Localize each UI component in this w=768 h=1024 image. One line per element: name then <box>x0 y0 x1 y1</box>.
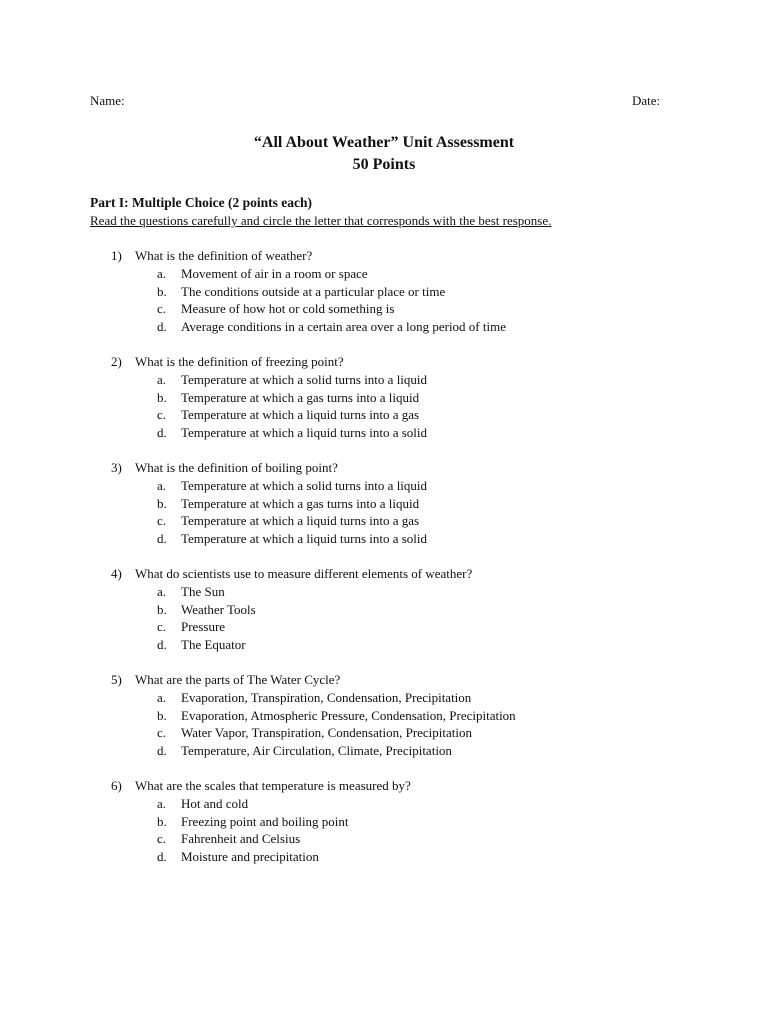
question-text <box>111 248 312 264</box>
question-text <box>111 778 411 794</box>
option-letter: d. <box>157 319 167 334</box>
answer-option <box>157 849 319 865</box>
question-2 <box>0 354 768 460</box>
option-text: Measure of how hot or cold something is <box>181 301 395 316</box>
option-letter: b. <box>157 390 167 405</box>
question-text <box>111 566 472 582</box>
option-letter: d. <box>157 637 167 652</box>
option-text: The Equator <box>181 637 246 652</box>
answer-option <box>157 602 256 618</box>
option-text: Temperature at which a liquid turns into a solid <box>181 531 428 546</box>
option-text: Temperature, Air Circulation, Climate, Precipitation <box>181 743 452 758</box>
answer-option <box>157 266 368 282</box>
answer-option <box>157 496 419 512</box>
answer-option <box>157 531 427 547</box>
option-letter: c. <box>157 301 167 316</box>
instructions: Read the questions carefully and circle the letter that corresponds with the best response. <box>90 213 552 228</box>
option-text: Weather Tools <box>181 602 256 617</box>
answer-option <box>157 637 246 653</box>
answer-option <box>157 390 419 406</box>
option-letter: b. <box>157 814 167 829</box>
answer-option <box>157 814 349 830</box>
question-number: 6) <box>111 778 122 793</box>
option-text: Hot and cold <box>181 796 249 811</box>
option-text: Fahrenheit and Celsius <box>181 831 301 846</box>
option-text: Temperature at which a gas turns into a liquid <box>181 496 420 511</box>
option-letter: d. <box>157 743 167 758</box>
question-number: 5) <box>111 672 122 687</box>
option-text: Evaporation, Transpiration, Condensation, Precipitation <box>181 690 472 705</box>
option-letter: c. <box>157 725 167 740</box>
option-letter: a. <box>157 690 167 705</box>
question-1 <box>0 248 768 354</box>
option-letter: b. <box>157 284 167 299</box>
option-text: Temperature at which a liquid turns into a gas <box>181 513 420 528</box>
page-title: “All About Weather” Unit Assessment <box>253 134 515 151</box>
option-text: The conditions outside at a particular place or time <box>181 284 446 299</box>
option-letter: a. <box>157 372 167 387</box>
answer-option <box>157 319 506 335</box>
question-prompt: What are the scales that temperature is measured by? <box>135 778 411 793</box>
question-4 <box>0 566 768 672</box>
option-letter: d. <box>157 849 167 864</box>
question-number: 1) <box>111 248 122 263</box>
option-letter: a. <box>157 478 167 493</box>
answer-option <box>157 301 394 317</box>
option-letter: a. <box>157 796 167 811</box>
option-text: Temperature at which a gas turns into a liquid <box>181 390 420 405</box>
option-text: Temperature at which a liquid turns into a gas <box>181 407 420 422</box>
option-letter: c. <box>157 513 167 528</box>
question-number: 4) <box>111 566 122 581</box>
answer-option <box>157 407 419 423</box>
option-letter: b. <box>157 708 167 723</box>
option-text: Average conditions in a certain area over a long period of time <box>181 319 506 334</box>
answer-option <box>157 619 225 635</box>
option-letter: d. <box>157 425 167 440</box>
answer-option <box>157 478 427 494</box>
option-letter: b. <box>157 496 167 511</box>
option-text: Temperature at which a solid turns into a liquid <box>181 372 428 387</box>
option-letter: d. <box>157 531 167 546</box>
answer-option <box>157 708 516 724</box>
option-text: The Sun <box>181 584 225 599</box>
question-prompt: What is the definition of weather? <box>135 248 313 263</box>
answer-option <box>157 425 427 441</box>
question-6 <box>0 778 768 884</box>
option-letter: a. <box>157 584 167 599</box>
question-prompt: What are the parts of The Water Cycle? <box>135 672 341 687</box>
option-text: Moisture and precipitation <box>181 849 319 864</box>
question-prompt: What do scientists use to measure different elements of weather? <box>135 566 473 581</box>
option-text: Temperature at which a solid turns into a liquid <box>181 478 428 493</box>
question-text <box>111 460 338 476</box>
question-3 <box>0 460 768 566</box>
option-text: Movement of air in a room or space <box>181 266 368 281</box>
answer-option <box>157 743 452 759</box>
answer-option <box>157 584 225 600</box>
question-list <box>0 248 768 884</box>
option-text: Temperature at which a liquid turns into a solid <box>181 425 428 440</box>
points-total: 50 Points <box>352 156 416 173</box>
question-prompt: What is the definition of boiling point? <box>135 460 338 475</box>
answer-option <box>157 725 472 741</box>
option-letter: a. <box>157 266 167 281</box>
option-text: Evaporation, Atmospheric Pressure, Condensation, Precipitation <box>181 708 516 723</box>
question-number: 3) <box>111 460 122 475</box>
section-heading-part-1: Part I: Multiple Choice (2 points each) <box>90 195 312 210</box>
question-5 <box>0 672 768 778</box>
answer-option <box>157 831 300 847</box>
answer-option <box>157 796 248 812</box>
answer-option <box>157 513 419 529</box>
option-text: Water Vapor, Transpiration, Condensation, Precipitation <box>181 725 473 740</box>
question-text <box>111 354 344 370</box>
answer-option <box>157 690 471 706</box>
question-number: 2) <box>111 354 122 369</box>
option-letter: c. <box>157 831 167 846</box>
option-text: Pressure <box>181 619 226 634</box>
question-text <box>111 672 340 688</box>
name-label: Name: <box>90 93 125 108</box>
answer-option <box>157 284 445 300</box>
option-letter: c. <box>157 619 167 634</box>
answer-option <box>157 372 427 388</box>
option-letter: b. <box>157 602 167 617</box>
option-text: Freezing point and boiling point <box>181 814 349 829</box>
question-prompt: What is the definition of freezing point? <box>135 354 344 369</box>
option-letter: c. <box>157 407 167 422</box>
date-label: Date: <box>632 93 661 108</box>
